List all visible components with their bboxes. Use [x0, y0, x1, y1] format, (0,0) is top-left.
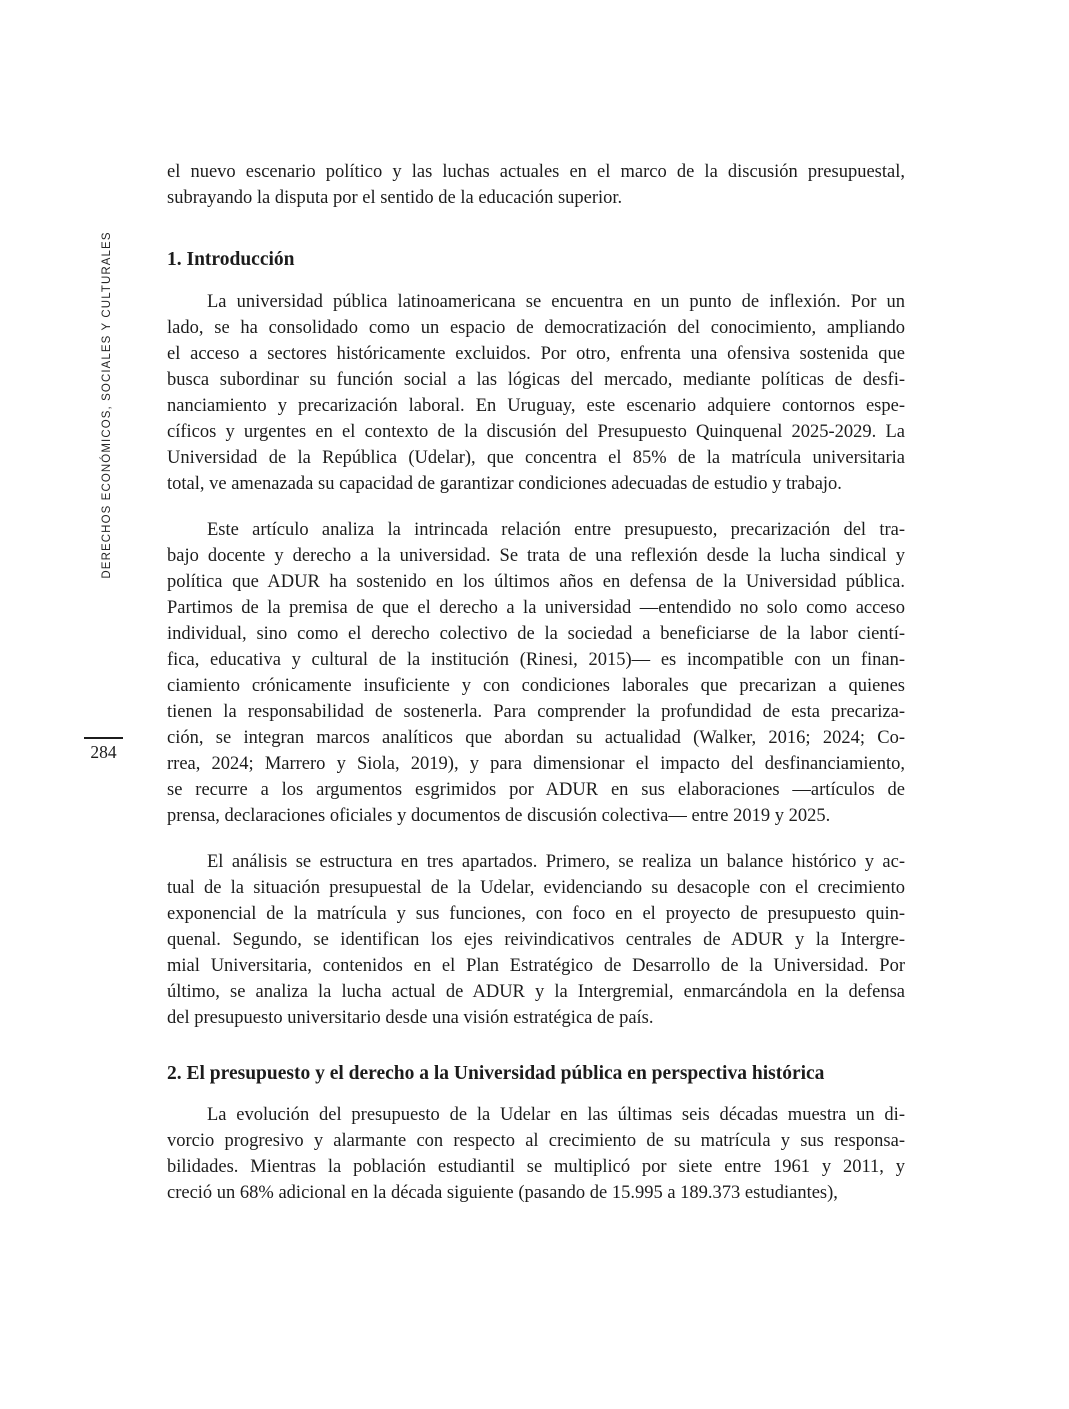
section-heading-presupuesto-historico: 2. El presupuesto y el derecho a la Universidad pública en perspectiva histórica [167, 1063, 825, 1084]
paragraph-universidad-publica [167, 289, 905, 497]
main-text-column [167, 0, 905, 1226]
text-line: quenal. Segundo, se identifican los ejes reivindicativos centrales de ADUR y la Intergre- [167, 930, 905, 950]
text-line: subrayando la disputa por el sentido de la educación superior. [167, 188, 623, 208]
text-line: lado, se ha consolidado como un espacio de democratización del conocimiento, ampliando [167, 318, 905, 338]
text-line: política que ADUR ha sostenido en los últimos años en defensa de la Universidad pública. [167, 572, 905, 592]
text-line: total, ve amenazada su capacidad de garantizar condiciones adecuadas de estudio y trabajo. [167, 474, 842, 494]
text-line: nanciamiento y precarización laboral. En Uruguay, este escenario adquiere contornos espe- [167, 396, 905, 416]
paragraph-continuation [167, 159, 905, 211]
page-number-rule [84, 737, 123, 739]
text-line: el nuevo escenario político y las luchas actuales en el marco de la discusión presupuestal, [167, 162, 905, 182]
text-line: exponencial de la matrícula y sus funciones, con foco en el proyecto de presupuesto quin- [167, 904, 905, 924]
text-line: último, se analiza la lucha actual de ADUR y la Intergremial, enmarcándola en la defensa [167, 982, 905, 1002]
series-title-vertical: DERECHOS ECONÓMICOS, SOCIALES Y CULTURALES [101, 231, 113, 579]
text-line: tual de la situación presupuestal de la Udelar, evidenciando su desacople con el crecimiento [167, 878, 905, 898]
text-line: prensa, declaraciones oficiales y documentos de discusión colectiva— entre 2019 y 2025. [167, 806, 831, 826]
text-line: El análisis se estructura en tres apartados. Primero, se realiza un balance histórico y ac- [207, 852, 905, 872]
text-line: vorcio progresivo y alarmante con respecto al crecimiento de su matrícula y sus responsa- [167, 1131, 905, 1151]
text-line: Este artículo analiza la intrincada relación entre presupuesto, precarización del tra- [207, 520, 905, 540]
paragraph-este-articulo [167, 517, 905, 829]
text-line: mial Universitaria, contenidos en el Plan Estratégico de Desarrollo de la Universidad. Por [167, 956, 905, 976]
text-line: creció un 68% adicional en la década siguiente (pasando de 15.995 a 189.373 estudiantes), [167, 1183, 838, 1203]
text-line: rrea, 2024; Marrero y Siola, 2019), y para dimensionar el impacto del desfinanciamiento, [167, 754, 905, 774]
text-line: Universidad de la República (Udelar), que concentra el 85% de la matrícula universitaria [167, 448, 905, 468]
text-line: tienen la responsabilidad de sostenerla. Para comprender la profundidad de esta precariza- [167, 702, 905, 722]
text-line: La universidad pública latinoamericana se encuentra en un punto de inflexión. Por un [207, 292, 905, 312]
text-line: La evolución del presupuesto de la Udelar en las últimas seis décadas muestra un di- [207, 1105, 905, 1125]
text-line: Partimos de la premisa de que el derecho a la universidad —entendido no solo como acceso [167, 598, 905, 618]
text-line: ciamiento crónicamente insuficiente y con condiciones laborales que precarizan a quienes [167, 676, 905, 696]
paragraph-evolucion-presupuesto [167, 1102, 905, 1206]
page-number: 284 [90, 742, 117, 762]
page-number-block [84, 737, 123, 763]
text-line: se recurre a los argumentos esgrimidos por ADUR en sus elaboraciones —artículos de [167, 780, 905, 800]
text-line: ción, se integran marcos analíticos que abordan su actualidad (Walker, 2016; 2024; Co- [167, 728, 905, 748]
text-line: fica, educativa y cultural de la institución (Rinesi, 2015)— es incompatible con un finan- [167, 650, 905, 670]
text-line: bajo docente y derecho a la universidad. Se trata de una reflexión desde la lucha sindical y [167, 546, 905, 566]
paragraph-el-analisis [167, 849, 905, 1031]
text-line: individual, sino como el derecho colectivo de la sociedad a beneficiarse de la labor cientí- [167, 624, 905, 644]
section-heading-introduccion: 1. Introducción [167, 249, 295, 270]
text-line: cíficos y urgentes en el contexto de la discusión del Presupuesto Quinquenal 2025-2029. La [167, 422, 905, 442]
text-line: bilidades. Mientras la población estudiantil se multiplicó por siete entre 1961 y 2011, y [167, 1157, 905, 1177]
text-line: del presupuesto universitario desde una visión estratégica de país. [167, 1008, 654, 1028]
text-line: el acceso a sectores históricamente excluidos. Por otro, enfrenta una ofensiva sostenida que [167, 344, 905, 364]
text-line: busca subordinar su función social a las lógicas del mercado, mediante políticas de desfi- [167, 370, 905, 390]
